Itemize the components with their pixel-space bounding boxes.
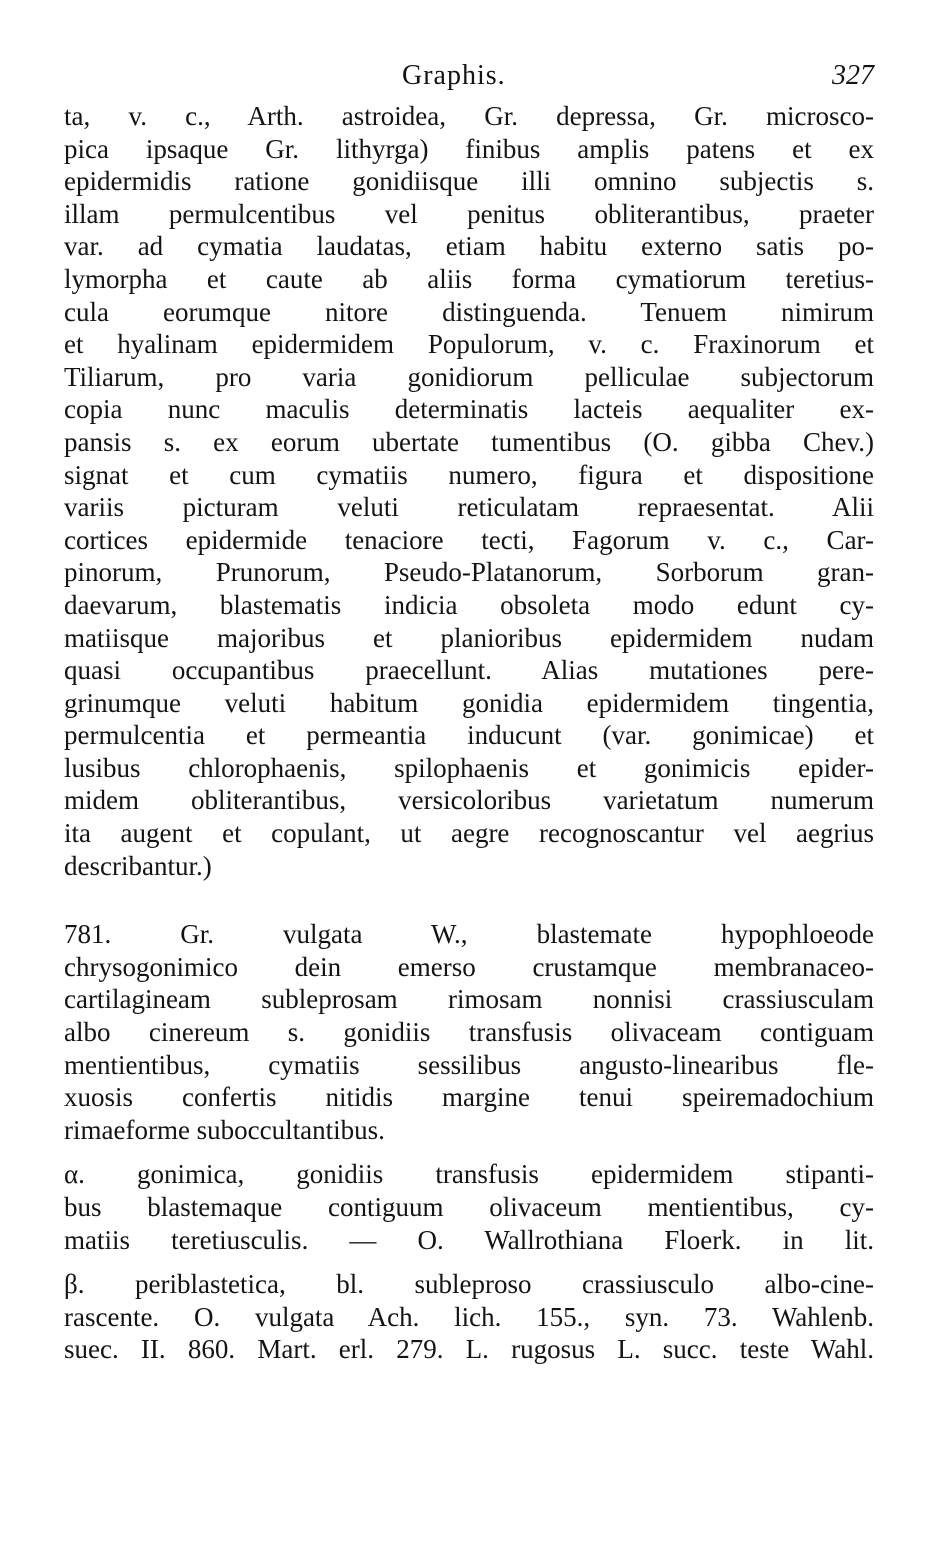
text-line: describantur.)	[64, 850, 212, 881]
text-line: bus blastemaque contiguum olivaceum mentientibus, cy-	[64, 1192, 874, 1222]
text-line: midem obliterantibus, versicoloribus varietatum numerum	[64, 785, 874, 816]
variety-beta	[64, 1268, 874, 1366]
species-entry-781	[64, 918, 874, 1146]
text-line: matiisque majoribus et planioribus epidermidem nudam	[64, 622, 874, 653]
page-header	[64, 56, 874, 100]
text-line: pinorum, Prunorum, Pseudo-Platanorum, Sorborum gran-	[64, 557, 874, 588]
text-line: et hyalinam epidermidem Populorum, v. c. Fraxinorum et	[64, 329, 874, 360]
paragraph-continuation	[64, 100, 874, 882]
text-line: suec. II. 860. Mart. erl. 279. L. rugosus L. succ. teste Wahl.	[64, 1334, 874, 1365]
text-line: var. ad cymatia laudatas, etiam habitu externo satis po-	[64, 231, 874, 262]
text-line: matiis teretiusculis. — O. Wallrothiana Floerk. in lit.	[64, 1224, 874, 1255]
text-line: grinumque veluti habitum gonidia epidermidem tingentia,	[64, 687, 874, 718]
text-line: cortices epidermide tenaciore tecti, Fagorum v. c., Car-	[64, 524, 874, 555]
text-line: variis picturam veluti reticulatam repraesentat. Alii	[64, 492, 874, 523]
text-line: epidermidis ratione gonidiisque illi omnino subjectis s.	[64, 166, 874, 197]
text-line: 781. Gr. vulgata W., blastemate hypophloeode	[64, 919, 874, 950]
text-line: cula eorumque nitore distinguenda. Tenuem nimirum	[64, 296, 874, 327]
text-line: α. gonimica, gonidiis transfusis epidermidem stipanti-	[64, 1159, 874, 1190]
text-line: ta, v. c., Arth. astroidea, Gr. depressa, Gr. microsco-	[64, 101, 874, 131]
text-line: xuosis confertis nitidis margine tenui speiremadochium	[64, 1082, 874, 1113]
page-number: 327	[832, 60, 874, 91]
text-line: β. periblastetica, bl. subleproso crassiusculo albo-cine-	[64, 1269, 874, 1300]
text-line: rimaeforme suboccultantibus.	[64, 1114, 385, 1145]
text-line: mentientibus, cymatiis sessilibus angusto-linearibus fle-	[64, 1049, 874, 1080]
text-line: pica ipsaque Gr. lithyrga) finibus amplis patens et ex	[64, 133, 874, 164]
text-line: daevarum, blastematis indicia obsoleta modo edunt cy-	[64, 589, 874, 620]
text-line: rascente. O. vulgata Ach. lich. 155., syn. 73. Wahlenb.	[64, 1301, 874, 1332]
text-line: albo cinereum s. gonidiis transfusis olivaceam contiguam	[64, 1017, 874, 1048]
text-line: ita augent et copulant, ut aegre recognoscantur vel aegrius	[64, 818, 874, 849]
text-line: chrysogonimico dein emerso crustamque membranaceo-	[64, 951, 874, 982]
page	[64, 56, 874, 1366]
text-line: lusibus chlorophaenis, spilophaenis et gonimicis epider-	[64, 752, 874, 783]
variety-alpha	[64, 1158, 874, 1256]
text-line: permulcentia et permeantia inducunt (var. gonimicae) et	[64, 720, 874, 751]
text-line: pansis s. ex eorum ubertate tumentibus (O. gibba Chev.)	[64, 426, 874, 457]
text-line: illam permulcentibus vel penitus obliterantibus, praeter	[64, 198, 874, 229]
text-line: Tiliarum, pro varia gonidiorum pelliculae subjectorum	[64, 361, 874, 392]
text-line: copia nunc maculis determinatis lacteis aequaliter ex-	[64, 394, 874, 425]
running-head: Graphis.	[402, 60, 506, 91]
text-line: cartilagineam subleprosam rimosam nonnisi crassiusculam	[64, 984, 874, 1015]
text-line: lymorpha et caute ab aliis forma cymatiorum teretius-	[64, 263, 874, 294]
text-line: signat et cum cymatiis numero, figura et dispositione	[64, 459, 874, 490]
text-line: quasi occupantibus praecellunt. Alias mutationes pere-	[64, 655, 874, 686]
